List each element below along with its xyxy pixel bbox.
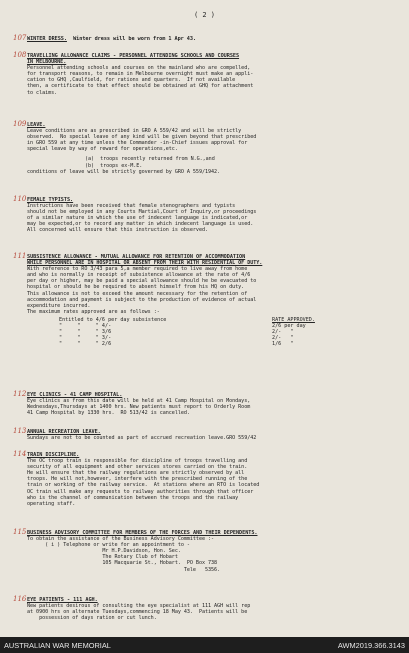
body-line: Mr H.P.Davidson, Hon. Sec. xyxy=(27,548,181,555)
body-line: troops. He will not,however, interfere with the prescribed running of the xyxy=(27,476,248,483)
body-line: (b) troops ex-M.E. xyxy=(85,162,143,169)
body-line: Wednesdays,Thursdays at 1400 hrs. New patients must report to Orderly Room xyxy=(27,404,251,411)
body-line: Tele 5356. xyxy=(27,566,221,573)
body-line: should not be employed in any Courts Martial,Court of Inquiry,or proceedings xyxy=(27,209,257,216)
body-line: security of all equipment and other services stores carried on the train. xyxy=(27,464,248,471)
body-line: conditions of leave will be strictly governed by GRO A 559/1942. xyxy=(27,168,221,175)
body-line: ( i ) Telephone or write for an appointment to - xyxy=(27,542,190,549)
body-line: (a) troops recently returned from N.G.,and xyxy=(85,156,215,163)
section-body xyxy=(27,536,399,573)
section-heading: TRAIN DISCIPLINE. xyxy=(27,452,80,458)
section-train-discipline xyxy=(13,450,399,507)
section-heading: WINTER DRESS. Winter dress will be worn from 1 Apr 43. xyxy=(27,36,197,42)
body-line: expenditure incurred. xyxy=(27,302,91,309)
body-line: 41 Camp Hospital by 1330 hrs. RO 513/42 is cancelled. xyxy=(27,410,190,417)
body-line: The Rotary Club of Hobart xyxy=(27,554,178,561)
section-body xyxy=(27,603,399,621)
section-heading: EYE PATIENTS - 111 AGH. xyxy=(27,597,98,603)
body-line: cation to GHQ ,Caulfield, for rations and quarters. If not available xyxy=(27,77,236,84)
body-line: to claims. xyxy=(27,89,58,96)
body-line: for transport reasons, to remain in Melbourne overnight must make an appli- xyxy=(27,71,254,78)
table-cell: 2/- " xyxy=(272,329,294,336)
rates-entitlement-column xyxy=(59,317,166,347)
section-heading: BUSINESS ADVISORY COMMITTEE FOR MEMBERS OF THE FORCES AND THEIR DEPENDENTS. xyxy=(27,530,258,536)
section-number: 116 xyxy=(13,595,27,603)
section-number: 111 xyxy=(13,252,27,260)
body-line: then, a certificate to that effect should be obtained at GHQ for attachment xyxy=(27,83,254,90)
section-number: 115 xyxy=(13,528,27,536)
archive-footer xyxy=(0,637,409,653)
section-eye-patients xyxy=(13,595,399,622)
body-line: per day or higher, may be paid a special allowance should he be evacuated to xyxy=(27,278,257,285)
body-line: 105 Macquarie St., Hobart. PO Box 738 xyxy=(27,560,218,567)
section-heading: FEMALE TYPISTS. xyxy=(27,197,74,203)
section-number: 112 xyxy=(13,390,27,398)
section-body: WHILE PERSONNEL ARE IN HOSPITAL OR ABSENT FROM THEIR WITH RESIDENTIAL OF DUTY. With reference to RO 3/43 para 5,a member required to live away from home and who is normally in receipt of subsistence allowance at the rate of 4/6 per day or higher, may be paid a special allowance should he be evacuated to hospital or should he be required to absent himself from his HQ on duty. This allowance is not to exceed the amount necessary for the retention of accommodation and payment is subject to the production of evidence of actual expenditure incurred. The maximum rates approved are as follows :- xyxy=(27,260,399,315)
body-line: possession of days ration or cut lunch. xyxy=(27,615,157,622)
body-line: and who is normally in receipt of subsistence allowance at the rate of 4/6 xyxy=(27,272,251,279)
body-line: operating staff. xyxy=(27,500,76,507)
footer-institution: AUSTRALIAN WAR MEMORIAL xyxy=(4,641,111,650)
table-cell: 1/6 " xyxy=(272,341,294,348)
body-line: OC train will make any requests to railway authorities through that officer xyxy=(27,488,254,495)
page-number: ( 2 ) xyxy=(193,11,216,19)
section-travelling-allowance xyxy=(13,51,399,96)
section-heading: EYE CLINICS - 41 CAMP HOSPITAL. xyxy=(27,392,123,398)
body-line: hospital or should he be required to absent himself from his HQ on duty. xyxy=(27,284,245,291)
section-heading: TRAVELLING ALLOWANCE CLAIMS - PERSONNEL ATTENDING SCHOOLS AND COURSES xyxy=(27,53,240,59)
footer-catalogue-id: AWM2019.366.3143 xyxy=(337,641,405,650)
section-body xyxy=(27,203,399,233)
table-cell: 2/- " xyxy=(272,335,294,342)
rates-table xyxy=(27,317,399,349)
section-number: 109 xyxy=(13,120,27,128)
body-line: accommodation and payment is subject to the production of evidence of actual xyxy=(27,296,257,303)
section-body xyxy=(27,458,399,507)
body-line: All concerned will ensure that this instruction is observed. xyxy=(27,227,209,234)
section-body xyxy=(27,398,399,416)
body-line: of a similar nature in which the use of indecent language is indicated,or xyxy=(27,215,248,222)
section-body: IN MELBOURNE. Personnel attending schools and courses on the mainland who are compelled, for transport reasons, to remain in Melbourne overnight must make an appli- cation to GHQ ,Caulfield, for rations and quarters. If not available then, a certificate to that effect should be obtained at GHQ for attachment to claims. xyxy=(27,59,399,96)
body-line: observed. No special leave of any kind will be given beyond that prescribed xyxy=(27,134,257,141)
body-line: Personnel attending schools and courses on the mainland who are compelled, xyxy=(27,65,251,72)
body-line: at 0900 hrs on alternate Tuesdays,commencing 18 May 43. Patients will be xyxy=(27,609,248,616)
rates-approved-column xyxy=(272,317,315,347)
body-line: With reference to RO 3/43 para 5,a member required to live away from home xyxy=(27,266,248,273)
section-number: 113 xyxy=(13,427,27,435)
body-line: Leave conditions are as prescribed in GRO A 559/42 and will be strictly xyxy=(27,128,242,135)
section-female-typists xyxy=(13,195,399,234)
table-header: RATE APPROVED. xyxy=(272,316,315,323)
section-winter-dress xyxy=(13,34,399,42)
body-line: Sundays are not to be counted as part of accrued recreation leave.GRO 559/42 xyxy=(27,435,257,442)
section-heading: ANNUAL RECREATION LEAVE. xyxy=(27,429,101,435)
table-cell: " " " 3/6 xyxy=(59,329,112,336)
table-cell: " " " 3/- xyxy=(59,335,112,342)
section-heading: SUBSISTENCE ALLOWANCE - MUTUAL ALLOWANCE FOR RETENTION OF ACCOMMODATION xyxy=(27,254,246,260)
section-number: 114 xyxy=(13,450,27,458)
body-line: Eye clinics as from this date will be held at 41 Camp Hospital on Mondays, xyxy=(27,398,251,405)
section-leave xyxy=(13,120,399,175)
body-line: may be expected,or to record any matter in which indecent language is used. xyxy=(27,221,254,228)
body-line: who is the channel of communication between the troops and the railway xyxy=(27,494,239,501)
section-business-advisory-committee xyxy=(13,528,399,573)
section-heading: LEAVE. xyxy=(27,122,46,128)
section-number: 108 xyxy=(13,51,27,59)
section-number: 110 xyxy=(13,195,27,203)
section-annual-recreation-leave xyxy=(13,427,399,442)
table-cell: 2/6 per day xyxy=(272,323,306,330)
section-number: 107 xyxy=(13,34,27,42)
body-line: Instructions have been received that female stenographers and typists xyxy=(27,203,236,210)
section-body xyxy=(27,435,399,441)
table-cell: " " " 4/- xyxy=(59,323,112,330)
body-line: New patients desirous of consulting the eye specialist at 111 AGH will rep xyxy=(27,603,251,610)
body-line: train or working of the railway service. At stations where an RTO is located xyxy=(27,482,260,489)
body-line: in GRO 559 at any time unless the Commander -in-Chief issues approval for xyxy=(27,140,248,147)
body-line: He will ensure that the railway regulations are strictly observed by all xyxy=(27,470,245,477)
section-body xyxy=(27,128,399,175)
table-header: Entitled to 4/6 per day subsistence xyxy=(59,316,167,323)
table-cell: " " " 2/6 xyxy=(59,341,112,348)
body-line: To obtain the assistance of the Business Advisory Committee :- xyxy=(27,536,215,543)
body-line: The maximum rates approved are as follows :- xyxy=(27,308,160,315)
body-line: This allowance is not to exceed the amount necessary for the retention of xyxy=(27,290,248,297)
section-subsistence-allowance xyxy=(13,252,399,349)
body-line: The OC troop train is responsible for discipline of troops travelling and xyxy=(27,458,248,465)
body-line: special leave by way of reward for operations,etc. xyxy=(27,146,178,153)
section-eye-clinics xyxy=(13,390,399,417)
